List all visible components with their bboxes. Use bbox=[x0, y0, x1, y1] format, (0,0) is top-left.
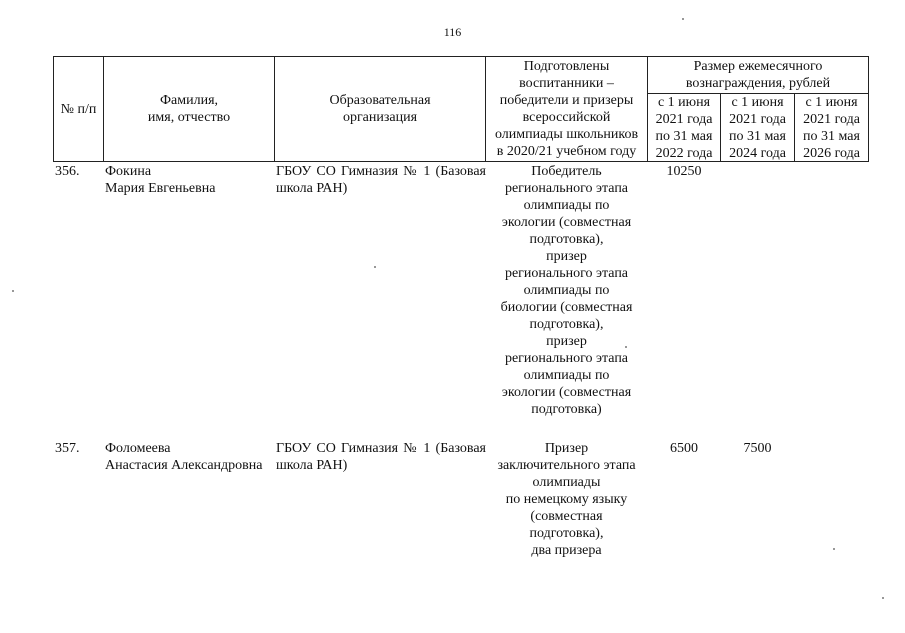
page-number: 116 bbox=[443, 25, 462, 39]
header-period-2024: с 1 июня 2021 года по 31 мая 2024 года bbox=[720, 93, 795, 162]
row-name: Фокина Мария Евгеньевна bbox=[105, 164, 216, 196]
row-achievement: Призер заключительного этапа олимпиады по немецкому языку (совместная подготовка), два призера bbox=[497, 441, 636, 558]
scan-speck bbox=[682, 18, 684, 20]
row-amount-2022: 6500 bbox=[670, 441, 698, 456]
table-header bbox=[53, 56, 869, 162]
row-amount-2024: 7500 bbox=[743, 441, 772, 456]
header-period-2022: с 1 июня 2021 года по 31 мая 2022 года bbox=[647, 93, 721, 162]
header-award-size: Размер ежемесячного вознаграждения, рублей bbox=[647, 56, 869, 94]
scan-speck bbox=[374, 266, 376, 268]
row-amount-2022: 10250 bbox=[666, 164, 702, 179]
header-org: Образовательная организация bbox=[274, 56, 486, 162]
row-org: ГБОУ СО Гимназия № 1 (Базовая школа РАН) bbox=[276, 164, 486, 196]
scan-speck bbox=[882, 597, 884, 599]
row-name: Фоломеева Анастасия Александровна bbox=[105, 441, 263, 473]
row-org: ГБОУ СО Гимназия № 1 (Базовая школа РАН) bbox=[276, 441, 486, 473]
header-period-2026: с 1 июня 2021 года по 31 мая 2026 года bbox=[794, 93, 869, 162]
row-number: 356. bbox=[55, 164, 80, 179]
row-achievement: Победитель регионального этапа олимпиады по экологии (совместная подготовка), призер регионального этапа олимпиады по биологии (совместная подготовка), призер регионального этапа олимпиады по экологии (совместная подготовка) bbox=[500, 164, 633, 417]
header-name: Фамилия, имя, отчество bbox=[103, 56, 275, 162]
header-num: № п/п bbox=[53, 56, 104, 162]
row-number: 357. bbox=[55, 441, 80, 456]
scan-speck bbox=[12, 290, 14, 292]
header-prepared: Подготовлены воспитанники – победители и призеры всероссийской олимпиады школьников в 2020/21 учебном году bbox=[485, 56, 648, 162]
scan-speck bbox=[833, 548, 835, 550]
scan-speck bbox=[625, 346, 627, 348]
